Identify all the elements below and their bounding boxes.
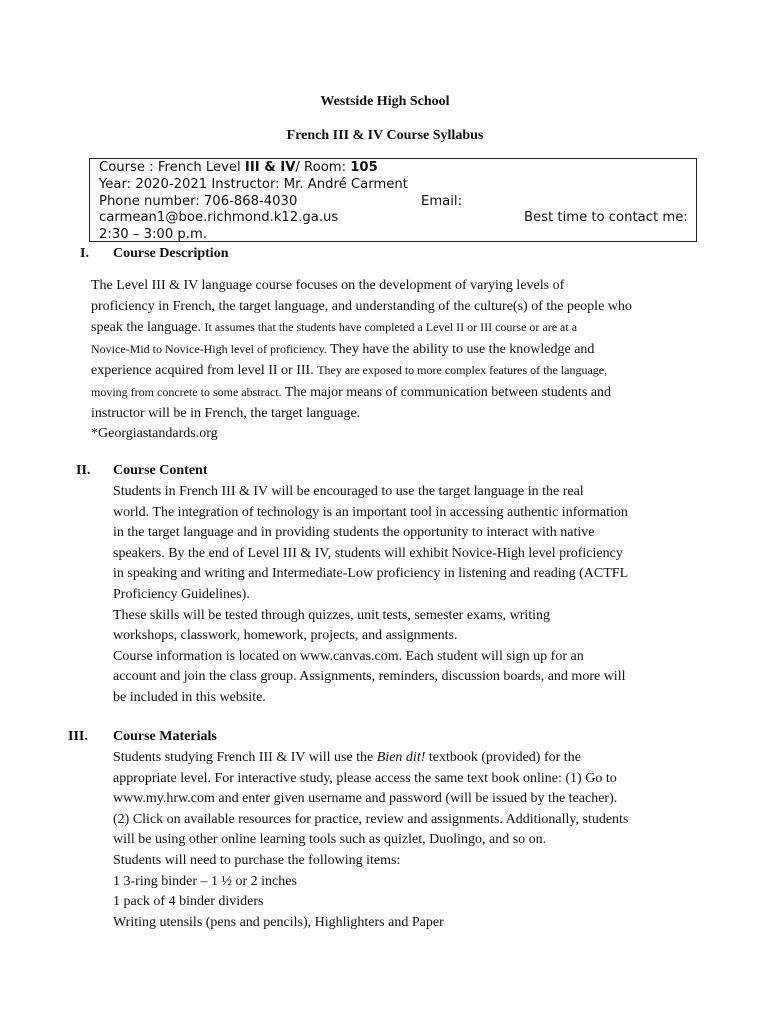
section-title-2: Course Content — [113, 463, 208, 478]
best-time-label: Best time to contact me: — [524, 210, 688, 226]
materials-item-utensils: Writing utensils (pens and pencils), Highlighters and Paper — [113, 914, 444, 930]
email-address: carmean1@boe.richmond.k12.ga.us — [99, 210, 339, 226]
course-content-text: Students in French III & IV will be encouraged to use the target language in the real world. The integration of technology is an important tool in accessing authentic information in the target language and in providing students the opportunity to interact with native speakers. By the end of Level III & IV, students will exhibit Novice-High level proficiency in speaking and writing and Intermediate-Low proficiency in listening and reading (ACTFL Proficiency Guidelines). These skills will be tested through quizzes, unit tests, semester exams, writing workshops, classwork, homework, projects, and assignments. Course information is located on www.canvas.com. Each student will sign up for an account and join the class group. Assignments, reminders, discussion boards, and more will be included in this website. — [113, 484, 629, 705]
syllabus-title: French III & IV Course Syllabus — [286, 128, 484, 143]
phone-line — [99, 194, 696, 211]
course-level: III & IV — [244, 160, 296, 175]
textbook-title: Bien dit! — [376, 750, 426, 765]
school-name: Westside High School — [320, 94, 450, 109]
course-label: Course : French Level — [99, 160, 245, 175]
course-line — [99, 160, 696, 177]
email-line — [99, 210, 696, 227]
section-number-3: III. — [68, 729, 88, 744]
materials-item-binder: 1 3-ring binder – 1 ½ or 2 inches — [113, 873, 297, 889]
section-number-1: I. — [80, 246, 89, 261]
room-label: / Room: — [295, 160, 351, 175]
best-time-value: 2:30 – 3:00 p.m. — [99, 227, 207, 243]
email-label: Email: — [421, 193, 463, 209]
phone-number: Phone number: 706-868-4030 — [99, 193, 298, 209]
materials-item-dividers: 1 pack of 4 binder dividers — [113, 894, 264, 910]
course-materials-text: Students studying French III & IV will use the Bien dit! textbook (provided) for the appropriate level. For interactive study, please access the same text book online: (1) Go to www.my.hrw.com and enter given username and password (will be issued by the teacher). (2) Click on available resources for practice, review and assignments. Additionally, students will be using other online learning tools such as quizlet, Duolingo, and so on. Students will need to purchase the following items: 1 3-ring binder – 1 ½ or 2 inches 1 pack of 4 binder dividers Writing utensils (pens and pencils), Highlighters and Paper — [113, 748, 628, 933]
course-description-text: The Level III & IV language course focuses on the development of varying levels of proficiency in French, the target language, and understanding of the culture(s) of the people who speak the language. It assumes that the students have completed a Level II or III course or are at a Novice-Mid to Novice-High level of proficiency. They have the ability to use the knowledge and experience acquired from level II or III. They are exposed to more complex features of the language, moving from concrete to some abstract. The major means of communication between students and instructor will be in French, the target language. *Georgiastandards.org — [91, 278, 632, 442]
section-number-2: II. — [76, 463, 91, 478]
section-title-3: Course Materials — [113, 729, 217, 744]
room-number: 105 — [350, 160, 378, 175]
year-instructor-line: Year: 2020-2021 Instructor: Mr. André Carment — [99, 176, 408, 192]
course-info-box — [89, 158, 697, 242]
section-title-1: Course Description — [113, 246, 229, 261]
